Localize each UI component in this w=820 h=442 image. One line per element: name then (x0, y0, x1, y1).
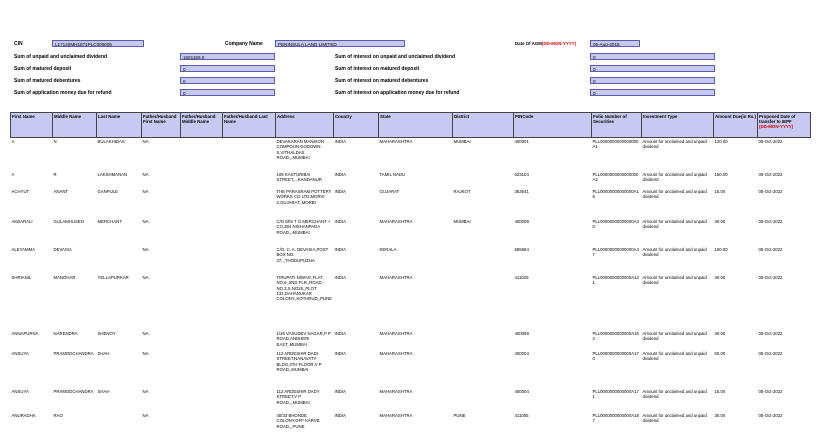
matured-deposit-field[interactable]: 0 (180, 65, 275, 72)
cell-folio-number: PLL0000000000000A121 (592, 275, 639, 286)
cell-last-name: GANPULE (97, 189, 119, 194)
cell-last-name: SHENOY (97, 331, 116, 336)
cell-middle-name: RAO (53, 413, 63, 418)
cell-state: MAHARASHTRA (379, 389, 413, 394)
cell-father-last-name (223, 171, 276, 188)
cell-state: TAMIL NADU (379, 172, 406, 177)
cell-last-name: SHAH (97, 351, 110, 356)
unpaid-dividend-field[interactable]: 1561166.5 (180, 53, 275, 60)
cell-state: MAHARASHTRA (379, 275, 413, 280)
col-header-folio-number: Folio Number of Securities (592, 113, 642, 138)
col-header-last-name: Last Name (97, 113, 142, 138)
cell-proposed-date: 05-Oct-2022 (758, 247, 783, 252)
cell-address: THE PARASRAM POTTERY WORKS CO LTD,MORVI 2,GUJARAT,,MORBI (276, 189, 332, 205)
cell-father-first-name: NA (142, 247, 149, 252)
cell-address: 40/33 BHONDE COLONY,OFF KARVE ROAD,,,PUNE (276, 413, 320, 429)
cell-folio-number: PLL0000000000000A171 (592, 389, 639, 400)
table-row (11, 388, 811, 412)
cell-state: MAHARASHTRA (379, 139, 413, 144)
cell-proposed-date: 05-Oct-2022 (758, 331, 783, 336)
application-money-field[interactable]: 0 (180, 89, 275, 96)
cell-pincode: 400004 (514, 389, 529, 394)
cell-father-last-name (223, 246, 276, 274)
cell-proposed-date: 05-Oct-2022 (758, 351, 783, 356)
cell-first-name: SHRIANIL (11, 275, 32, 280)
cell-father-last-name (223, 330, 276, 350)
cell-amount-due: 15.00 (714, 389, 726, 394)
cell-pincode: 411005 (514, 413, 529, 418)
cell-pincode: 411029 (514, 275, 529, 280)
application-money-label: Sum of application money due for refund (14, 90, 112, 96)
cell-last-name: YELLAPURKAR (97, 275, 129, 280)
cell-country: INDIA (334, 351, 346, 356)
cell-proposed-date: 05-Oct-2022 (758, 413, 783, 418)
cell-address: TIRUPATI NIWAS',FLAT NO.6,,IIND FLR.,ROAD NO.3,S.NO26,,PLOT 131,DAHANUKAR COLONY,,KOTHRUD,,PUNE (276, 275, 333, 302)
cell-state: MAHARASHTRA (379, 331, 413, 336)
cell-country: INDIA (334, 219, 346, 224)
cell-father-last-name (223, 412, 276, 434)
matured-deposit-label: Sum of matured deposit (14, 66, 72, 72)
col-header-investment-type: Investment Type (642, 113, 714, 138)
cell-middle-name: N (53, 139, 57, 144)
cell-country: INDIA (334, 331, 346, 336)
cell-investment-type: Amount for unclaimed and unpaid dividend (642, 219, 707, 230)
cell-amount-due: 30.00 (714, 219, 726, 224)
cell-middle-name: GULAMHUSEN (53, 219, 84, 224)
interest-matured-debentures-field[interactable]: 0 (590, 77, 715, 84)
cell-last-name: MERCHANT (97, 219, 122, 224)
cell-state: MAHARASHTRA (379, 219, 413, 224)
cell-first-name: ANSUYA (11, 351, 29, 356)
col-header-country: Country (334, 113, 379, 138)
cell-father-middle-name (181, 350, 223, 388)
col-header-address: Address (276, 113, 334, 138)
table-row (11, 274, 811, 330)
cell-first-name: ANURADHA (11, 413, 36, 418)
cell-country: INDIA (334, 413, 346, 418)
table-row (11, 188, 811, 218)
cell-last-name (97, 412, 142, 434)
cell-first-name: A (11, 172, 15, 177)
cell-middle-name: DEVASIA (53, 247, 72, 252)
cell-amount-due: 30.00 (714, 413, 726, 418)
cell-amount-due: 150.00 (714, 247, 728, 252)
cell-country: INDIA (334, 275, 346, 280)
cell-amount-due: 150.00 (714, 172, 728, 177)
interest-unpaid-dividend-field[interactable]: 0 (590, 53, 715, 60)
cell-pincode: 400009 (514, 219, 529, 224)
col-header-father-middle-name: Father/Husband Middle Name (181, 113, 223, 138)
cell-proposed-date: 05-Oct-2022 (758, 139, 783, 144)
cell-address: 112 ARDESHIR DADY STREET,V P ROAD,,,MUMBAI (276, 389, 320, 405)
cell-pincode: 400004 (514, 351, 529, 356)
table-row (11, 218, 811, 246)
col-header-first-name: First Name (11, 113, 53, 138)
cell-folio-number: PLL0000000000000A162 (592, 331, 639, 342)
col-header-father-last-name: Father/Husband Last Name (223, 113, 276, 138)
matured-debentures-label: Sum of matured debentures (14, 78, 81, 84)
table-row (11, 412, 811, 434)
cell-father-last-name (223, 350, 276, 388)
cell-father-first-name: NA (142, 331, 149, 336)
agm-date-label-text: Date Of AGM (515, 41, 542, 46)
investor-table (10, 112, 811, 434)
cell-amount-due: 120.00 (714, 139, 728, 144)
cell-middle-name: ANANT (53, 189, 69, 194)
col-header-father-first-name: Father/Husband First Name (142, 113, 181, 138)
cell-state: KERALA (379, 247, 397, 252)
cell-address: C/O M/S T G MERCHANT + CO,384 NISHANPADA ROAD,,,MUMBAI (276, 219, 331, 235)
cell-amount-due: 15.00 (714, 189, 726, 194)
company-name-label: Company Name (225, 41, 263, 47)
col-header-pincode: PINCode (514, 113, 592, 138)
cell-folio-number: PLL0000000000000000A2 (592, 172, 639, 183)
cell-father-first-name: NA (142, 139, 149, 144)
cell-investment-type: Amount for unclaimed and unpaid dividend (642, 351, 707, 362)
interest-application-money-label: Sum of interest on application money due for refund (335, 90, 460, 96)
cell-proposed-date: 05-Oct-2022 (758, 275, 783, 280)
cell-middle-name: NARENDRA (53, 331, 78, 336)
cell-father-first-name: NA (142, 351, 149, 356)
cell-pincode: 363641 (514, 189, 529, 194)
cell-address: DEVAKARAN MANSION COMPOUN,GODOWN S,VITHALDAS ROAD,,,MUMBAI (276, 139, 324, 160)
cell-folio-number: PLL00000000000000A47 (592, 247, 639, 258)
cell-father-last-name (223, 388, 276, 412)
col-header-middle-name: Middle Name (53, 113, 97, 138)
cell-father-first-name: NA (142, 413, 149, 418)
cell-father-last-name (223, 138, 276, 172)
col-header-district: District (453, 113, 514, 138)
cell-pincode: 400069 (514, 331, 529, 336)
cell-proposed-date: 05-Oct-2022 (758, 172, 783, 177)
cell-father-middle-name (181, 330, 223, 350)
col-header-proposed-date (758, 113, 811, 138)
cell-father-first-name: NA (142, 389, 149, 394)
cell-father-middle-name (181, 218, 223, 246)
interest-matured-deposit-label: Sum of interest on matured deposit (335, 66, 420, 72)
cell-proposed-date: 05-Oct-2022 (758, 219, 783, 224)
cell-district: MUMBAI (453, 219, 471, 224)
cell-father-middle-name (181, 412, 223, 434)
cell-state: GUJARAT (379, 189, 400, 194)
cell-address: 1/26 VASUDEV NAGAR,P P ROAD,ANDHERI EAST,,MUMBAI (276, 331, 331, 347)
cell-state: MAHARASHTRA (379, 413, 413, 418)
proposed-date-format: (DD-MON-YYYY) (759, 124, 794, 130)
interest-matured-debentures-label: Sum of interest on matured debentures (335, 78, 429, 84)
table-row (11, 171, 811, 188)
cell-middle-name: PRAMODCHANDRA (53, 351, 94, 356)
cell-district (453, 274, 514, 330)
cell-district (453, 171, 514, 188)
unpaid-dividend-label: Sum of unpaid and unclaimed dividend (14, 54, 108, 60)
cell-country: INDIA (334, 172, 346, 177)
cell-folio-number: PLL00000000000000A40 (592, 219, 639, 230)
interest-application-money-field[interactable]: 0 (590, 89, 715, 96)
cell-pincode: 400001 (514, 139, 529, 144)
company-name-field[interactable]: PENINSULA LAND LIMITED (275, 40, 405, 47)
interest-matured-deposit-field[interactable]: 0 (590, 65, 715, 72)
agm-date-format: (DD-MON-YYYY) (541, 41, 577, 46)
cell-father-first-name: NA (142, 219, 149, 224)
cell-father-first-name: NA (142, 275, 149, 280)
cell-first-name: ANSUYA (11, 389, 29, 394)
cell-country: INDIA (334, 247, 346, 252)
cell-folio-number: PLL0000000000000A170 (592, 351, 639, 362)
cell-country: INDIA (334, 139, 346, 144)
proposed-date-title: Proposed Date of transfer to IEPF (759, 114, 796, 125)
matured-debentures-field[interactable]: 0 (180, 77, 275, 84)
cell-district (453, 330, 514, 350)
cell-district: RAJKOT (453, 189, 471, 194)
cell-father-middle-name (181, 188, 223, 218)
cell-investment-type: Amount for unclaimed and unpaid dividend (642, 389, 707, 400)
cell-father-middle-name (181, 274, 223, 330)
cell-investment-type: Amount for unclaimed and unpaid dividend (642, 413, 707, 424)
cell-district (453, 350, 514, 388)
cell-district (453, 246, 514, 274)
cell-state: MAHARASHTRA (379, 351, 413, 356)
cell-address: 109 KASTURIBAI STREET,,,,KANDANUR (276, 172, 322, 183)
agm-date-field[interactable]: 05-Aug-2016 (590, 40, 640, 47)
cell-last-name: SHAH (97, 389, 110, 394)
cell-folio-number: PLL0000000000000A187 (592, 413, 639, 424)
cell-country: INDIA (334, 389, 346, 394)
cell-pincode: 623104 (514, 172, 529, 177)
cell-father-middle-name (181, 138, 223, 172)
cell-father-middle-name (181, 246, 223, 274)
cell-father-first-name: NA (142, 172, 149, 177)
cell-folio-number: PLL0000000000000000A1 (592, 139, 639, 150)
cell-amount-due: 30.00 (714, 331, 726, 336)
cell-father-last-name (223, 188, 276, 218)
cell-pincode: 685584 (514, 247, 529, 252)
cell-district: MUMBAI (453, 139, 471, 144)
cell-proposed-date: 05-Oct-2022 (758, 389, 783, 394)
table-header-row (11, 113, 811, 138)
cell-last-name: LAKSHMANAN (97, 172, 128, 177)
cell-folio-number: PLL00000000000000A16 (592, 189, 639, 200)
cell-investment-type: Amount for unclaimed and unpaid dividend (642, 331, 707, 342)
cell-father-middle-name (181, 388, 223, 412)
col-header-state: State (379, 113, 453, 138)
cell-father-last-name (223, 274, 276, 330)
col-header-amount-due: Amount Due(in Rs.) (714, 113, 758, 138)
cell-address: 112 ARDESHIR DADI STREET,NANAVATY BLDG,4TH FLOOR,V P ROAD,,MUMBAI (276, 351, 322, 372)
table-row (11, 246, 811, 274)
table-row (11, 350, 811, 388)
cell-investment-type: Amount for unclaimed and unpaid dividend (642, 139, 707, 150)
cell-investment-type: Amount for unclaimed and unpaid dividend (642, 247, 707, 258)
cell-first-name: ANNAPURNA (11, 331, 39, 336)
cell-investment-type: Amount for unclaimed and unpaid dividend (642, 172, 707, 183)
cell-middle-name: PRAMODCHANDRA (53, 389, 94, 394)
cell-last-name: BULAKHIDAS (97, 139, 125, 144)
cell-last-name (97, 246, 142, 274)
cell-father-middle-name (181, 171, 223, 188)
cell-first-name: ALEYAMMA (11, 247, 36, 252)
table-row (11, 330, 811, 350)
table-row (11, 138, 811, 172)
cell-first-name: A (11, 139, 15, 144)
cell-middle-name: R (53, 172, 57, 177)
cell-amount-due: 30.00 (714, 275, 726, 280)
cell-country: INDIA (334, 189, 346, 194)
cell-district (453, 388, 514, 412)
agm-date-label (515, 41, 576, 46)
interest-unpaid-dividend-label: Sum of interest on unpaid and unclaimed dividend (335, 54, 456, 60)
cin-label: CIN (14, 41, 23, 47)
cell-first-name: ACHYUT (11, 189, 30, 194)
cell-address: C/O. C. A. DEVASIA,POST BOX NO. 37,,,THODUPUZHA (276, 247, 329, 263)
cell-investment-type: Amount for unclaimed and unpaid dividend (642, 275, 707, 286)
cin-field[interactable]: L17120MH1871PLC000005 (52, 40, 144, 47)
cell-investment-type: Amount for unclaimed and unpaid dividend (642, 189, 707, 200)
cell-middle-name: MANOHAR (53, 275, 76, 280)
cell-amount-due: 60.00 (714, 351, 726, 356)
cell-district: PUNE (453, 413, 466, 418)
cell-father-first-name: NA (142, 189, 149, 194)
cell-proposed-date: 05-Oct-2022 (758, 189, 783, 194)
cell-first-name: AKBARALI (11, 219, 33, 224)
cell-father-last-name (223, 218, 276, 246)
